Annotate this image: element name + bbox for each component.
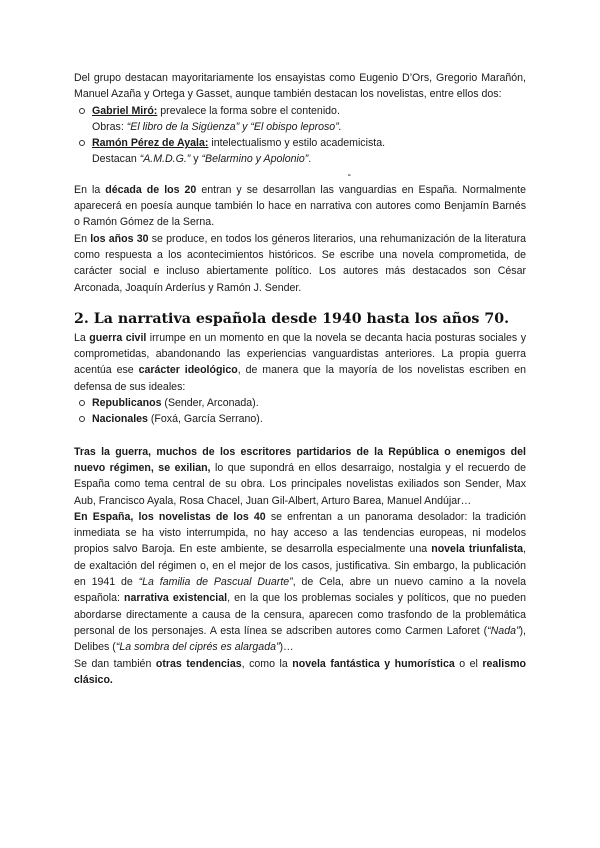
list-item: Ramón Pérez de Ayala: intelectualismo y estilo academicista. Destacan “A.M.D.G.” y “Belarmino y Apolonio”. bbox=[92, 135, 526, 168]
document-page bbox=[74, 70, 526, 688]
list-item: Gabriel Miró: prevalece la forma sobre el contenido. Obras: “El libro de la Sigüenza” y “El obispo leproso”. bbox=[92, 103, 526, 136]
list-item: Republicanos (Sender, Arconada). bbox=[92, 395, 526, 411]
novelist-works: Destacan “A.M.D.G.” y “Belarmino y Apolonio”. bbox=[92, 153, 312, 166]
decade-30-paragraph: En los años 30 se produce, en todos los géneros literarios, una rehumanización de la literatura como respuesta a los acontecimientos históricos. Se escribe una novela comprometida, de carácter social e incluso abiertamente político. Los autores más destacados son César Arconada, Joaquín Arderíus y Ramón J. Sender. bbox=[74, 232, 526, 294]
separator-mark: - bbox=[347, 168, 351, 181]
novelist-works: Obras: “El libro de la Sigüenza” y “El obispo leproso”. bbox=[92, 120, 342, 133]
novelist-name: Ramón Pérez de Ayala: bbox=[92, 137, 209, 150]
novelist-name: Gabriel Miró: bbox=[92, 104, 158, 117]
sides-list bbox=[74, 395, 526, 428]
decade-20-paragraph: En la década de los 20 entran y se desarrollan las vanguardias en España. Normalmente aparecerá en poesía aunque también lo hace en narrativa con autores como Benjamín Barnés o Ramón Gómez de la Serna. bbox=[74, 183, 526, 229]
list-item: Nacionales (Foxá, García Serrano). bbox=[92, 411, 526, 427]
spacer bbox=[74, 428, 526, 444]
civil-war-paragraph: La guerra civil irrumpe en un momento en que la novela se decanta hacia posturas sociales y comprometidas, abandonando las experiencias vanguardistas anteriores. La propia guerra acentúa ese carácter ideológico, de manera que la mayoría de los novelistas escriben en defensa de sus ideales: bbox=[74, 331, 527, 393]
other-trends-paragraph: Se dan también otras tendencias, como la novela fantástica y humorística o el realismo clásico. bbox=[74, 657, 526, 686]
novelists-list bbox=[74, 103, 526, 168]
exile-paragraph: Tras la guerra, muchos de los escritores partidarios de la República o enemigos del nuevo régimen, se exilian, lo que supondrá en ellos desarraigo, nostalgia y el recuerdo de España como tema central de su obra. Los principales novelistas exiliados son Sender, Max Aub, Francisco Ayala, Rosa Chacel, Juan Gil-Albert, Arturo Barea, Manuel Andújar… bbox=[74, 445, 526, 507]
spain-40s-paragraph: En España, los novelistas de los 40 se enfrentan a un panorama desolador: la tradición inmediata se ha visto interrumpida, no hay acceso a las tendencias europeas, ni modelos propios salvo Baroja. En este ambiente, se desarrolla especialmente una novela triunfalista, de exaltación del régimen o, en el mejor de los casos, justificativa. Sin embargo, la publicación en 1941 de “La familia de Pascual Duarte”, de Cela, abre un nuevo camino a la novela española: narrativa existencial, en la que los problemas sociales y políticos, que no pueden abordarse directamente a causa de la censura, aparecen como trasfondo de la problemática personal de los personajes. A esta línea se adscriben autores como Carmen Laforet (“Nada”), Delibes (“La sombra del ciprés es alargada”)… bbox=[74, 510, 527, 654]
section-heading: 2. La narrativa española desde 1940 hasta los años 70. bbox=[74, 310, 510, 327]
intro-paragraph: Del grupo destacan mayoritariamente los ensayistas como Eugenio D’Ors, Gregorio Marañón, Manuel Azaña y Ortega y Gasset, aunque también destacan los novelistas, entre ellos dos: bbox=[74, 72, 526, 101]
